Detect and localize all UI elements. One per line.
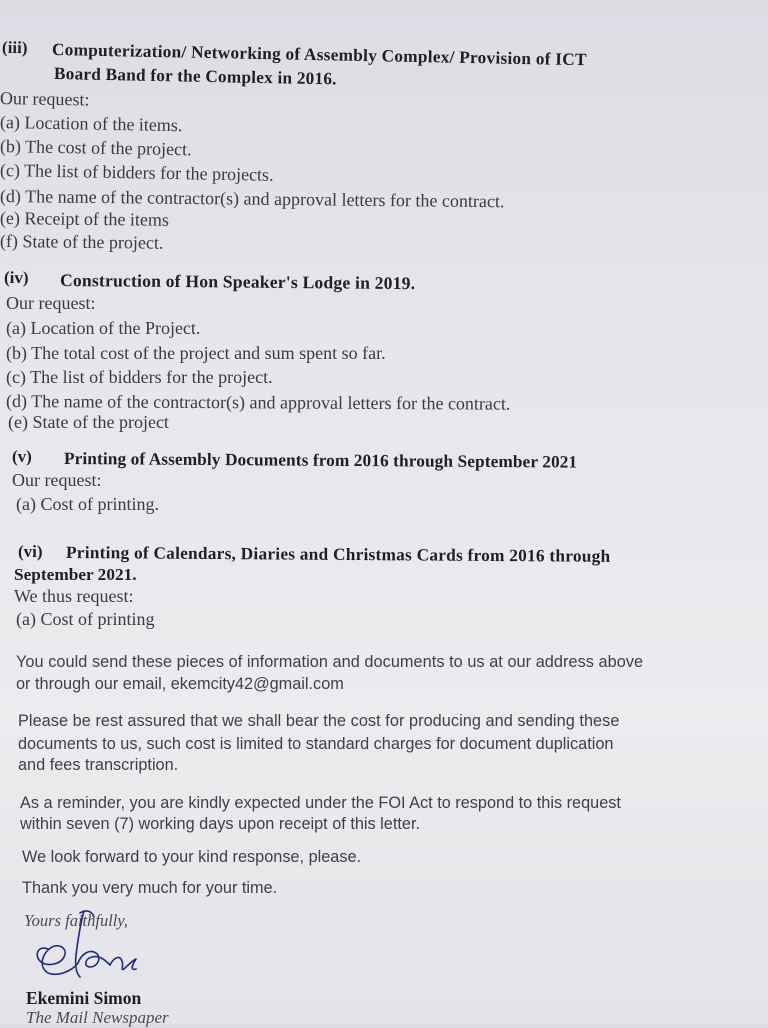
thanks-line: Thank you very much for your time. — [22, 879, 278, 897]
section-iv-item-c: (c) The list of bidders for the project. — [6, 367, 273, 387]
section-v-number: (v) — [12, 447, 32, 466]
look-forward-line: We look forward to your kind response, please. — [22, 848, 362, 866]
section-iv-number: (iv) — [3, 267, 29, 288]
section-iv-item-e: (e) State of the project — [8, 412, 169, 432]
section-iv-item-b: (b) The total cost of the project and sum spent so far. — [6, 343, 386, 363]
section-iv-item-d: (d) The name of the contractor(s) and approval letters for the contract. — [5, 391, 511, 414]
section-iii-number: (iii) — [1, 37, 28, 58]
section-iii-item-a: (a) Location of the items. — [0, 112, 183, 136]
signer-organization: The Mail Newspaper — [26, 1008, 169, 1027]
section-iv-item-a: (a) Location of the Project. — [6, 318, 201, 338]
section-iii-item-b: (b) The cost of the project. — [0, 136, 192, 160]
section-vi-title-line-2: September 2021. — [14, 565, 137, 584]
section-iii-item-c: (c) The list of bidders for the projects. — [0, 160, 274, 185]
section-iii-title-line-2: Board Band for the Complex in 2016. — [53, 64, 337, 89]
section-iv-title: Construction of Hon Speaker's Lodge in 2019. — [59, 270, 416, 294]
signer-name: Ekemini Simon — [26, 988, 142, 1008]
cost-paragraph-line-2: documents to us, such cost is limited to standard charges for document duplication — [18, 735, 614, 753]
section-v-item-a: (a) Cost of printing. — [16, 494, 159, 514]
section-iii-item-e: (e) Receipt of the items — [0, 208, 170, 230]
section-vi-request-label: We thus request: — [14, 586, 134, 606]
cost-paragraph-line-1: Please be rest assured that we shall bear the cost for producing and sending these — [18, 712, 620, 730]
reminder-paragraph-line-1: As a reminder, you are kindly expected under the FOI Act to respond to this request — [20, 794, 621, 812]
section-iii-item-d: (d) The name of the contractor(s) and approval letters for the contract. — [0, 186, 505, 212]
section-vi-number: (vi) — [18, 542, 43, 561]
section-v-request-label: Our request: — [12, 470, 102, 490]
section-iii-request-label: Our request: — [0, 88, 90, 110]
section-vi-title-line-1: Printing of Calendars, Diaries and Christmas Cards from 2016 through — [65, 543, 611, 566]
cost-paragraph-line-3: and fees transcription. — [18, 756, 179, 774]
section-iii-item-f: (f) State of the project. — [0, 231, 164, 253]
section-vi-item-a: (a) Cost of printing — [16, 609, 155, 629]
section-v-title: Printing of Assembly Documents from 2016 through September 2021 — [63, 449, 578, 472]
contact-paragraph-line-1: You could send these pieces of information and documents to us at our address above — [16, 653, 644, 671]
section-iv-request-label: Our request: — [6, 293, 96, 313]
reminder-paragraph-line-2: within seven (7) working days upon receipt of this letter. — [20, 815, 420, 833]
closing-salutation: Yours faithfully, — [24, 911, 128, 930]
section-iii-title-line-1: Computerization/ Networking of Assembly Complex/ Provision of ICT — [51, 40, 587, 70]
handwritten-signature — [20, 905, 150, 985]
contact-paragraph-line-2: or through our email, ekemcity42@gmail.com — [16, 675, 344, 693]
